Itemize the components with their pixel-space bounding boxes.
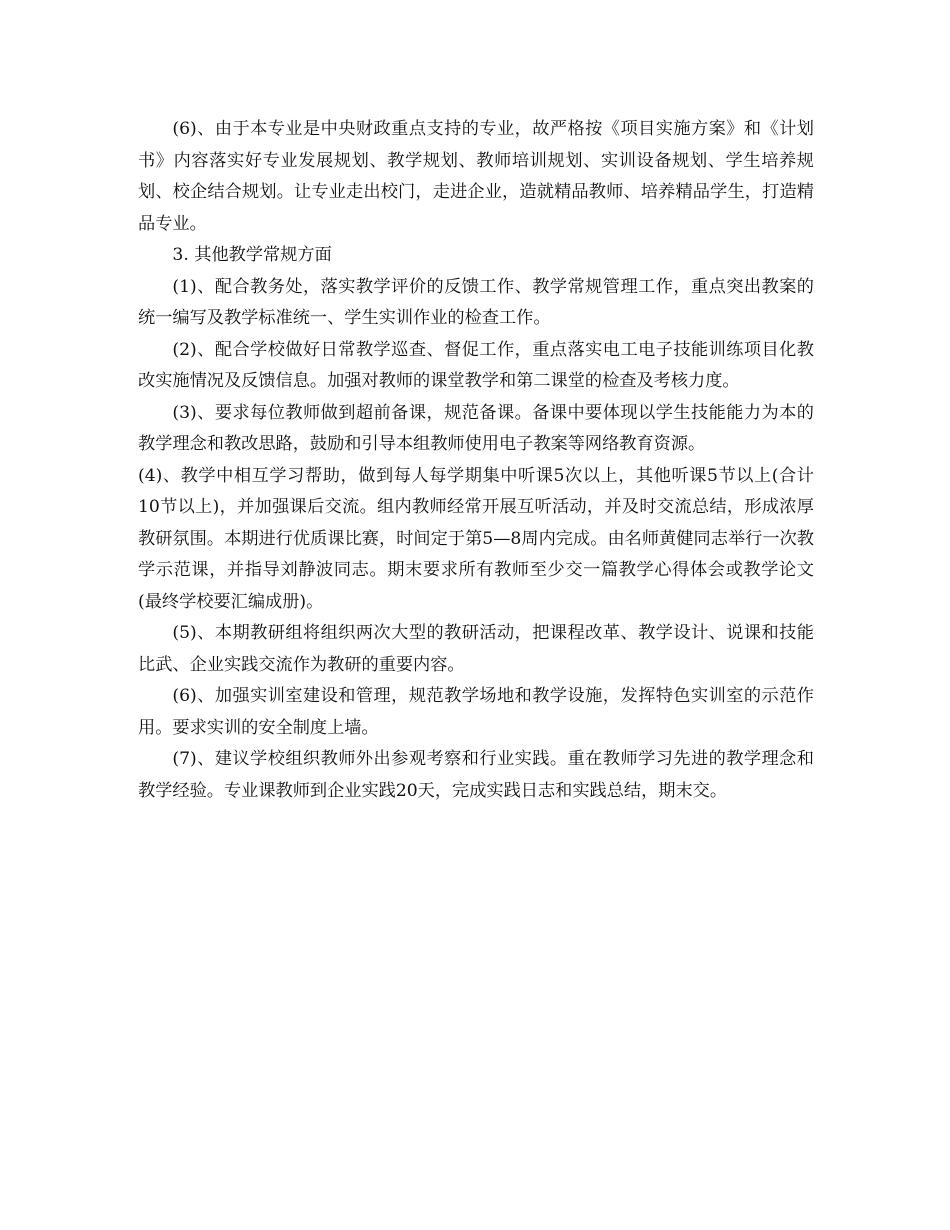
section-heading-teaching-routine: 3. 其他教学常规方面	[172, 245, 332, 265]
paragraph-item-5: (5)、本期教研组将组织两次大型的教研活动，把课程改革、教学设计、说课和技能比武、企业实践交流作为教研的重要内容。	[138, 623, 814, 675]
paragraph-item-6-plan: (6)、由于本专业是中央财政重点支持的专业，故严格按《项目实施方案》和《计划书》内容落实好专业发展规划、教学规划、教师培训规划、实训设备规划、学生培养规划、校企结合规划。让专业走出校门，走进企业，造就精品教师、培养精品学生，打造精品专业。	[138, 119, 814, 234]
paragraph-item-2: (2)、配合学校做好日常教学巡查、督促工作，重点落实电工电子技能训练项目化教改实施情况及反馈信息。加强对教师的课堂教学和第二课堂的检查及考核力度。	[138, 339, 814, 391]
paragraph-item-4: (4)、教学中相互学习帮助，做到每人每学期集中听课5次以上，其他听课5节以上(合计10节以上)，并加强课后交流。组内教师经常开展互听活动，并及时交流总结，形成浓厚教研氛围。本期进行优质课比赛，时间定于第5—8周内完成。由名师黄健同志举行一次教学示范课，并指导刘静波同志。期末要求所有教师至少交一篇教学心得体会或教学论文(最终学校要汇编成册)。	[138, 465, 814, 612]
paragraph-item-6: (6)、加强实训室建设和管理，规范教学场地和教学设施，发挥特色实训室的示范作用。要求实训的安全制度上墙。	[138, 686, 814, 738]
paragraph-item-1: (1)、配合教务处，落实教学评价的反馈工作、教学常规管理工作，重点突出教案的统一编写及教学标准统一、学生实训作业的检查工作。	[138, 276, 814, 328]
document-body	[138, 114, 814, 807]
paragraph-item-7: (7)、建议学校组织教师外出参观考察和行业实践。重在教师学习先进的教学理念和教学经验。专业课教师到企业实践20天，完成实践日志和实践总结，期末交。	[138, 749, 814, 801]
paragraph-item-3: (3)、要求每位教师做到超前备课，规范备课。备课中要体现以学生技能能力为本的教学理念和教改思路，鼓励和引导本组教师使用电子教案等网络教育资源。	[138, 402, 814, 454]
